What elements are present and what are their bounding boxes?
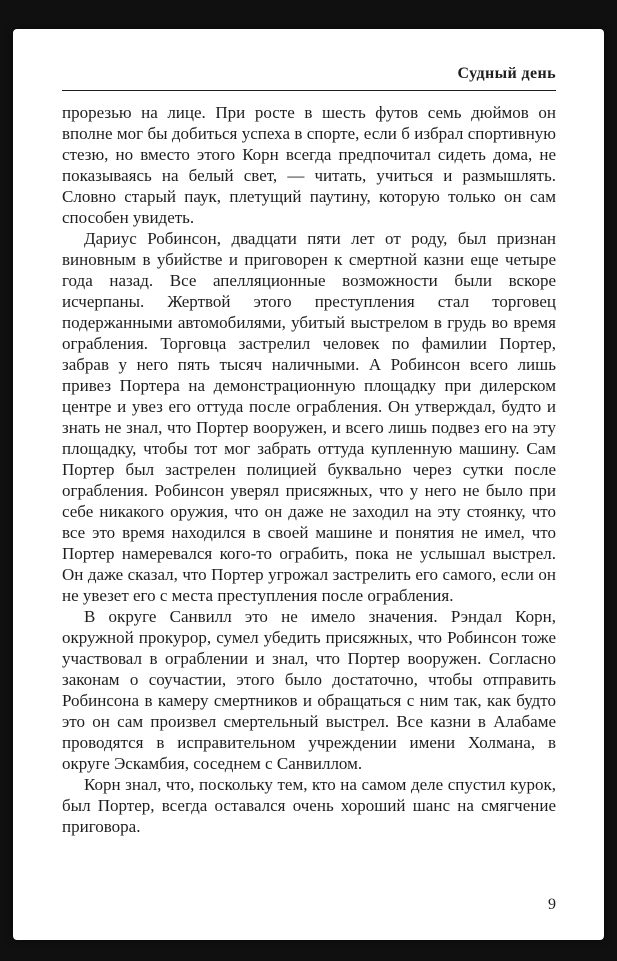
paragraph: В округе Санвилл это не имело значения. Рэндал Корн, окружной прокурор, сумел убедить присяжных, что Робинсон тоже участвовал в ограблении и знал, что Портер вооружен. Согласно законам о соучастии, этого было достаточно, чтобы отправить Робинсона в камеру смертников и обращаться с ним так, как будто это он сам произвел смертельный выстрел. Все казни в Алабаме проводятся в исправительном учреждении имени Холмана, в округе Эскамбия, соседнем с Санвиллом. [62,607,556,773]
book-title: Судный день [457,65,556,82]
paragraph: Дариус Робинсон, двадцати пяти лет от роду, был признан виновным в убийстве и приговорен к смертной казни еще четыре года назад. Все апелляционные возможности были вскоре исчерпаны. Жертвой этого преступления стал торговец подержанными автомобилями, убитый выстрелом в грудь во время ограбления. Торговца застрелил человек по фамилии Портер, забрав у него пять тысяч наличными. А Робинсон всего лишь привез Портера на демонстрационную площадку при дилерском центре и увез его оттуда после ограбления. Он утверждал, будто и знать не знал, что Портер вооружен, и всего лишь подвез его на эту площадку, чтобы тот мог забрать оттуда купленную машину. Сам Портер был застрелен полицией буквально через сутки после ограбления. Робинсон уверял присяжных, что у него не было при себе никакого оружия, что он даже не заходил на эту стоянку, что все это время находился в своей машине и понятия не имел, что Портер намеревался кого-то ограбить, пока не услышал выстрел. Он даже сказал, что Портер угрожал застрелить его самого, если он не увезет его с места преступления после ограбления. [62,229,556,605]
page-number: 9 [548,896,556,913]
paragraph: Корн знал, что, поскольку тем, кто на самом деле спустил курок, был Портер, всегда оставался очень хороший шанс на смягчение приговора. [62,775,556,836]
paragraph: прорезью на лице. При росте в шесть футов семь дюймов он вполне мог бы добиться успеха в спорте, если б избрал спортивную стезю, но вместо этого Корн всегда предпочитал сидеть дома, не показываясь на белый свет, — читать, учиться и размышлять. Словно старый паук, плетущий паутину, которую только он сам способен увидеть. [62,103,556,227]
book-page [13,29,604,940]
page-content-area [62,65,556,920]
page-body [62,102,556,837]
running-header [62,65,556,91]
